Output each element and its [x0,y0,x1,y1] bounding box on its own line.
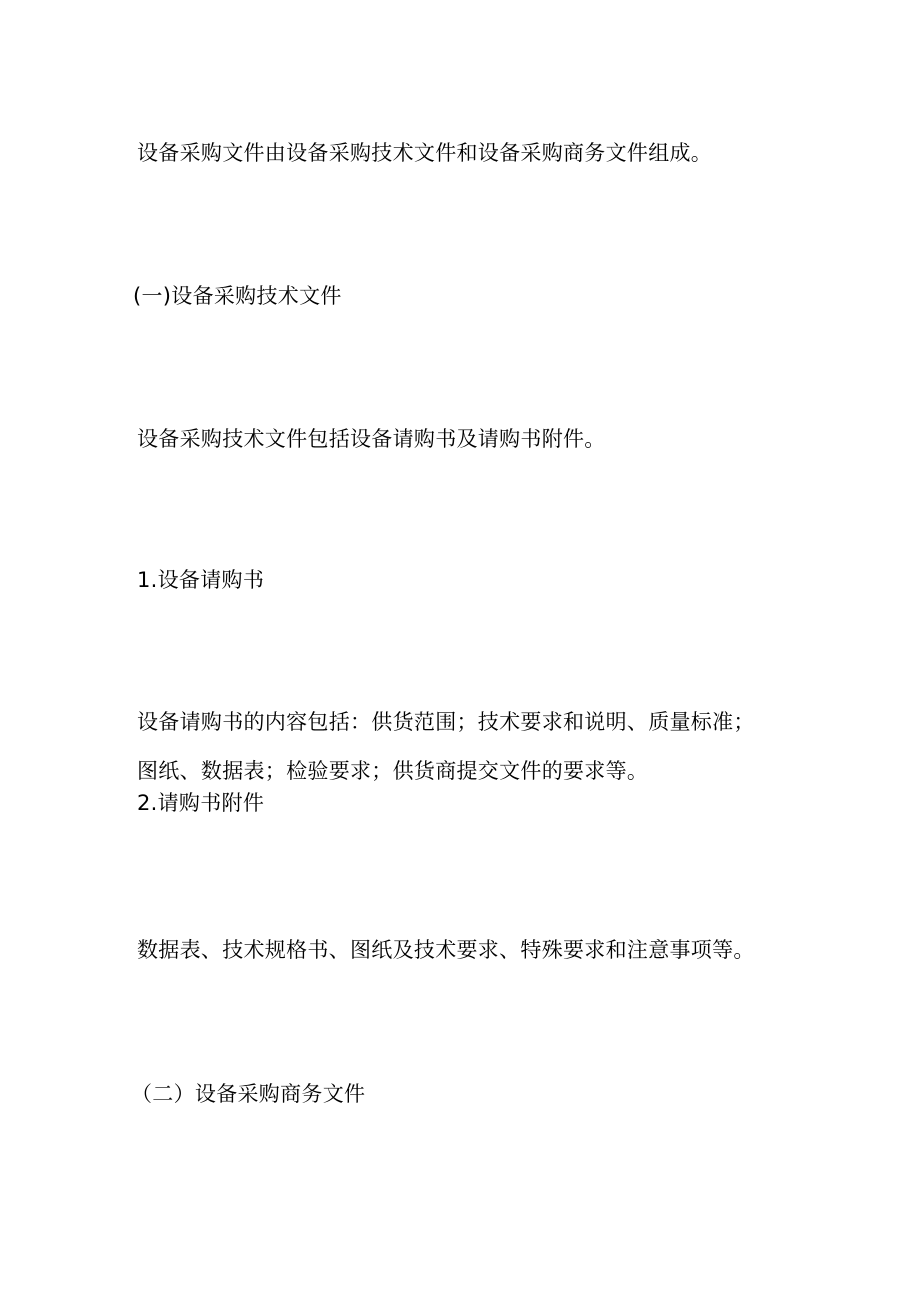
item-requisition-line-1: 设备请购书的内容包括：供货范围；技术要求和说明、质量标准； [137,710,755,734]
section-heading-commercial: （二）设备采购商务文件 [131,1082,366,1106]
item-heading-requisition: 1.设备请购书 [137,568,265,592]
item-requisition-line-2: 图纸、数据表；检验要求；供货商提交文件的要求等。 [137,759,649,783]
intro-paragraph: 设备采购文件由设备采购技术文件和设备采购商务文件组成。 [137,141,713,165]
section-technical-paragraph: 设备采购技术文件包括设备请购书及请购书附件。 [137,427,606,451]
item-attachments-paragraph: 数据表、技术规格书、图纸及技术要求、特殊要求和注意事项等。 [137,938,755,962]
item-heading-attachments: 2.请购书附件 [137,791,265,815]
section-heading-technical: (一)设备采购技术文件 [133,284,342,308]
